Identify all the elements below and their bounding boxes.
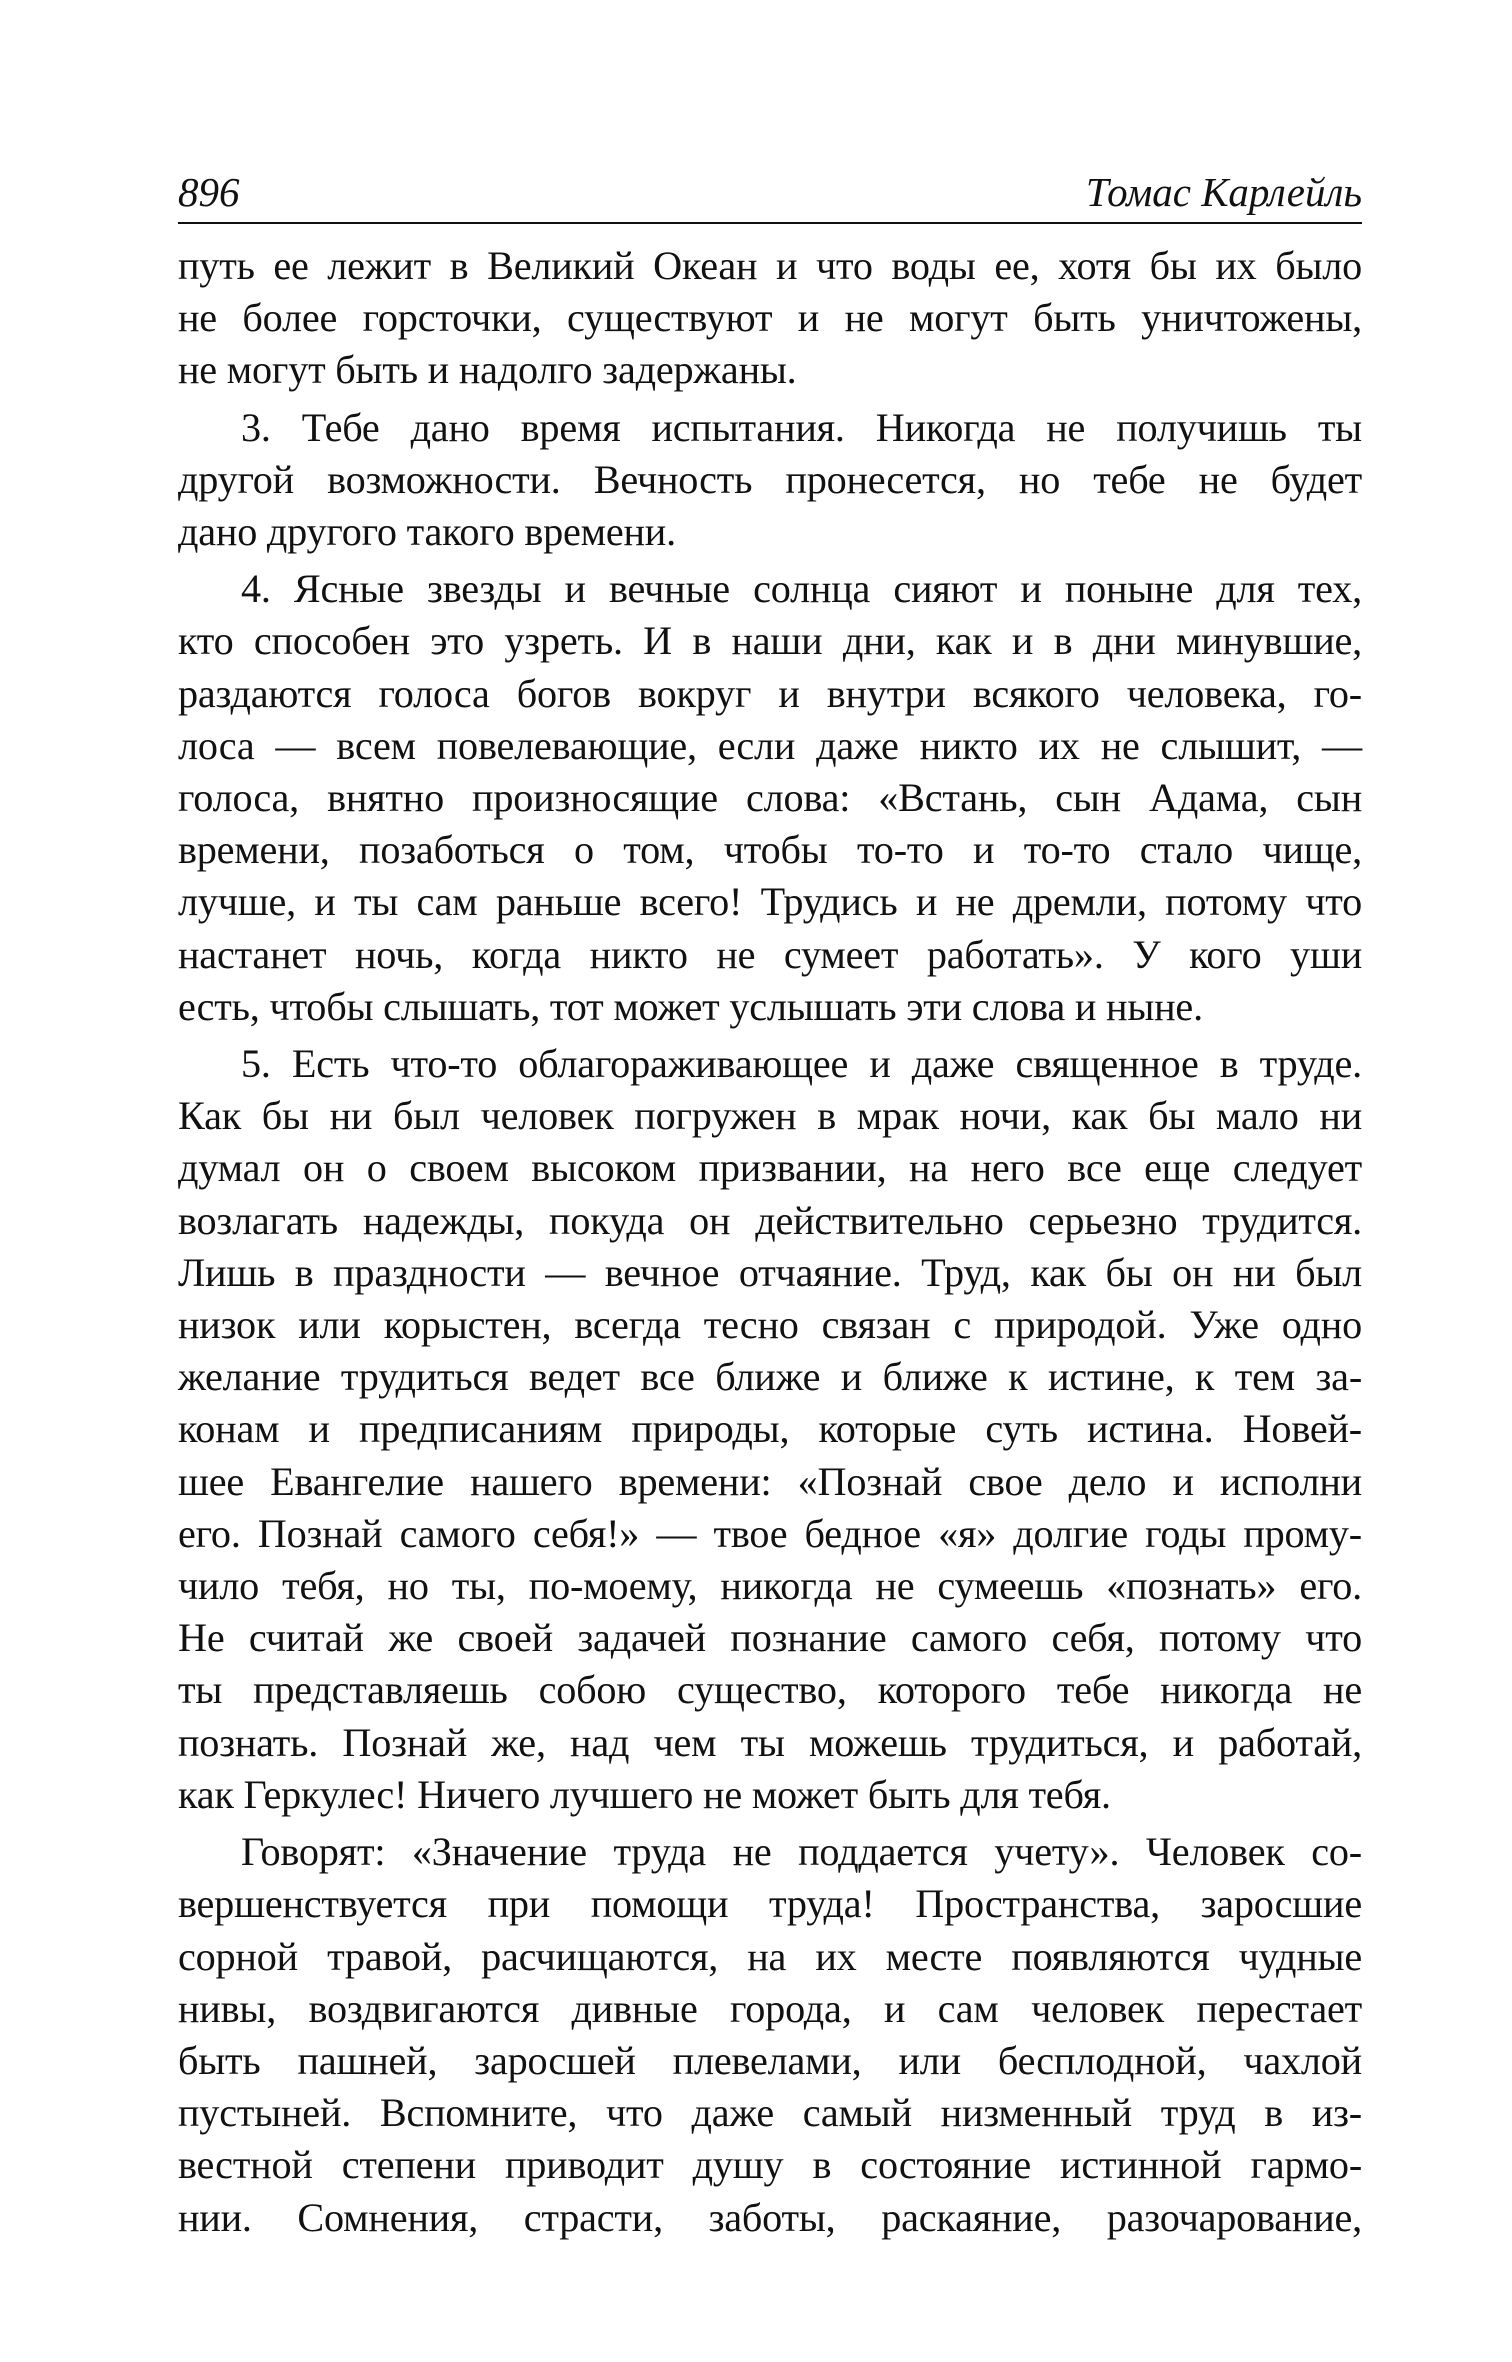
text-line: вестной степени приводит душу в состояние истинной гармо- [178, 2142, 1362, 2188]
text-line: чило тебя, но ты, по-моему, никогда не сумеешь «познать» его. [178, 1563, 1362, 1609]
text-line: ты представляешь собою существо, которого тебе никогда не [178, 1667, 1362, 1713]
text-line: другой возможности. Вечность пронесется, но тебе не будет [178, 456, 1362, 502]
text-line: раздаются голоса богов вокруг и внутри всякого человека, го- [178, 670, 1362, 716]
text-line: путь ее лежит в Великий Океан и что воды ее, хотя бы их было [178, 243, 1362, 288]
book-page [178, 168, 1362, 2244]
running-title: Томас Карлейль [1085, 169, 1362, 215]
paragraph [178, 402, 1362, 559]
text-line: кто способен это узреть. И в наши дни, как и в дни минувшие, [178, 618, 1362, 664]
text-line: есть, чтобы слышать, тот может услышать эти слова и ныне. [178, 983, 1203, 1029]
text-line: желание трудиться ведет все ближе и ближе к истине, к тем за- [178, 1354, 1362, 1400]
text-line: думал он о своем высоком призвании, на него все еще следует [178, 1145, 1362, 1191]
text-line: возлагать надежды, покуда он действительно серьезно трудится. [178, 1197, 1362, 1243]
body-text [178, 240, 1362, 2244]
text-line: быть пашней, заросшей плевелами, или бесплодной, чахлой [178, 2037, 1362, 2083]
text-line: голоса, внятно произносящие слова: «Встань, сын Адама, сын [178, 775, 1362, 821]
page-number: 896 [178, 169, 240, 215]
text-line: времени, позаботься о том, чтобы то-то и то-то стало чище, [178, 827, 1362, 873]
text-line: шее Евангелие нашего времени: «Познай свое дело и исполни [178, 1458, 1362, 1504]
paragraph [178, 1038, 1362, 1821]
text-line: 5. Есть что-то облагораживающее и даже священное в труде. [241, 1041, 1362, 1087]
text-line: вершенствуется при помощи труда! Пространства, заросшие [178, 1881, 1362, 1927]
paragraph [178, 1826, 1362, 2244]
text-line: сорной травой, расчищаются, на их месте появляются чудные [178, 1933, 1362, 1979]
text-line: пустыней. Вспомните, что даже самый низменный труд в из- [178, 2090, 1362, 2136]
text-line: Лишь в праздности — вечное отчаяние. Труд, как бы он ни был [178, 1249, 1362, 1295]
text-line: конам и предписаниям природы, которые суть истина. Новей- [178, 1406, 1362, 1452]
text-line: нии. Сомнения, страсти, заботы, раскаяние, разочарование, [178, 2194, 1362, 2240]
text-line: как Геркулес! Ничего лучшего не может быть для тебя. [178, 1771, 1111, 1817]
paragraph [178, 563, 1362, 1033]
text-line: Не считай же своей задачей познание самого себя, потому что [178, 1615, 1362, 1661]
text-line: 4. Ясные звезды и вечные солнца сияют и поныне для тех, [241, 566, 1362, 612]
text-line: лучше, и ты сам раньше всего! Трудись и не дремли, потому что [178, 879, 1362, 925]
running-head [178, 168, 1362, 224]
text-line: познать. Познай же, над чем ты можешь трудиться, и работай, [178, 1719, 1362, 1765]
text-line: не более горсточки, существуют и не могут быть уничтожены, [178, 295, 1362, 341]
text-line: Как бы ни был человек погружен в мрак ночи, как бы мало ни [178, 1093, 1362, 1139]
text-line: не могут быть и надолго задержаны. [178, 347, 797, 393]
text-line: его. Познай самого себя!» — твое бедное «я» долгие годы прому- [178, 1510, 1362, 1556]
paragraph [178, 240, 1362, 397]
text-line: лоса — всем повелевающие, если даже никто их не слышит, — [178, 722, 1362, 768]
text-line: дано другого такого времени. [178, 509, 676, 555]
text-line: Говорят: «Значение труда не поддается учету». Человек со- [241, 1829, 1362, 1875]
text-line: нивы, воздвигаются дивные города, и сам человек перестает [178, 1985, 1362, 2031]
text-line: низок или корыстен, всегда тесно связан с природой. Уже одно [178, 1302, 1362, 1348]
text-line: настанет ночь, когда никто не сумеет работать». У кого уши [178, 931, 1362, 977]
text-line: 3. Тебе дано время испытания. Никогда не получишь ты [241, 404, 1362, 450]
